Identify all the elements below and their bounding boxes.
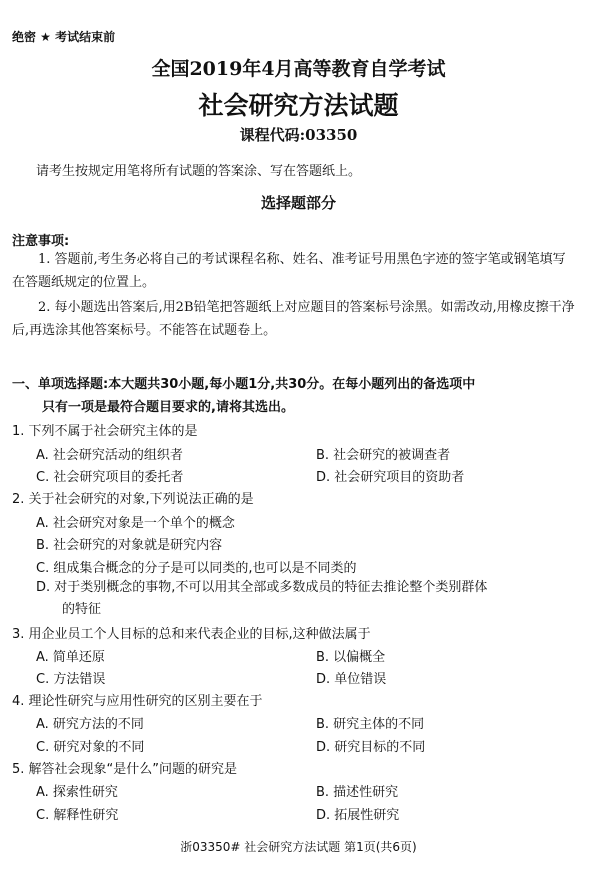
question-2-stem: 2. 关于社会研究的对象,下列说法正确的是 <box>12 492 254 507</box>
page-footer: 浙03350# 社会研究方法试题 第1页(共6页) <box>180 840 417 854</box>
answer-instruction: 请考生按规定用笔将所有试题的答案涂、写在答题纸上。 <box>36 164 362 179</box>
section-heading-line2: 只有一项是最符合题目要求的,请将其选出。 <box>42 400 294 415</box>
note-item-2: 2. 每小题选出答案后,用2B铅笔把答题纸上对应题目的答案标号涂黑。如需改动,用橡皮擦干净后,再选涂其他答案标号。不能答在试题卷上。 <box>12 300 575 338</box>
question-2-option-a: A. 社会研究对象是一个单个的概念 <box>36 516 235 531</box>
question-4-option-b: B. 研究主体的不同 <box>316 717 425 732</box>
question-4-option-a: A. 研究方法的不同 <box>36 717 144 732</box>
question-1-option-a: A. 社会研究活动的组织者 <box>36 448 183 463</box>
question-3-option-d: D. 单位错误 <box>316 672 387 687</box>
question-2-option-d-line2: 的特征 <box>62 602 102 617</box>
question-2-option-d <box>36 577 566 621</box>
exam-title: 全国2019年4月高等教育自学考试 <box>151 58 446 80</box>
question-3-stem: 3. 用企业员工个人目标的总和来代表企业的目标,这种做法属于 <box>12 627 371 642</box>
question-1-option-b: B. 社会研究的被调查者 <box>316 448 451 463</box>
section-heading-line1: 一、单项选择题:本大题共30小题,每小题1分,共30分。在每小题列出的备选项中 <box>12 377 476 392</box>
question-3-option-b: B. 以偏概全 <box>316 650 386 665</box>
question-2-option-c: C. 组成集合概念的分子是可以同类的,也可以是不同类的 <box>36 561 357 576</box>
question-5-option-c: C. 解释性研究 <box>36 808 119 823</box>
question-5-stem: 5. 解答社会现象“是什么”问题的研究是 <box>12 762 238 777</box>
question-3-option-a: A. 简单还原 <box>36 650 105 665</box>
question-5-option-d: D. 拓展性研究 <box>316 808 400 823</box>
question-1-option-d: D. 社会研究项目的资助者 <box>316 470 465 485</box>
note-item-1: 1. 答题前,考生务必将自己的考试课程名称、姓名、准考证号用黑色字迹的签字笔或钢笔填写在答题纸规定的位置上。 <box>12 252 566 290</box>
course-code: 课程代码:03350 <box>239 126 358 144</box>
notes-heading: 注意事项: <box>12 234 70 249</box>
question-3-option-c: C. 方法错误 <box>36 672 106 687</box>
question-4-option-c: C. 研究对象的不同 <box>36 740 145 755</box>
confidential-mark: 绝密 ★ 考试结束前 <box>12 30 116 44</box>
question-2-option-d-line1: D. 对于类别概念的事物,不可以用其全部或多数成员的特征去推论整个类别群体 <box>36 580 488 595</box>
question-5-option-b: B. 描述性研究 <box>316 785 399 800</box>
question-5-option-a: A. 探索性研究 <box>36 785 118 800</box>
question-1-option-c: C. 社会研究项目的委托者 <box>36 470 184 485</box>
question-4-option-d: D. 研究目标的不同 <box>316 740 426 755</box>
question-2-option-b: B. 社会研究的对象就是研究内容 <box>36 538 223 553</box>
section-heading <box>12 373 582 419</box>
part-title: 选择题部分 <box>260 194 336 212</box>
question-4-stem: 4. 理论性研究与应用性研究的区别主要在于 <box>12 694 263 709</box>
subject-title: 社会研究方法试题 <box>198 91 399 120</box>
question-1-stem: 1. 下列不属于社会研究主体的是 <box>12 424 198 439</box>
